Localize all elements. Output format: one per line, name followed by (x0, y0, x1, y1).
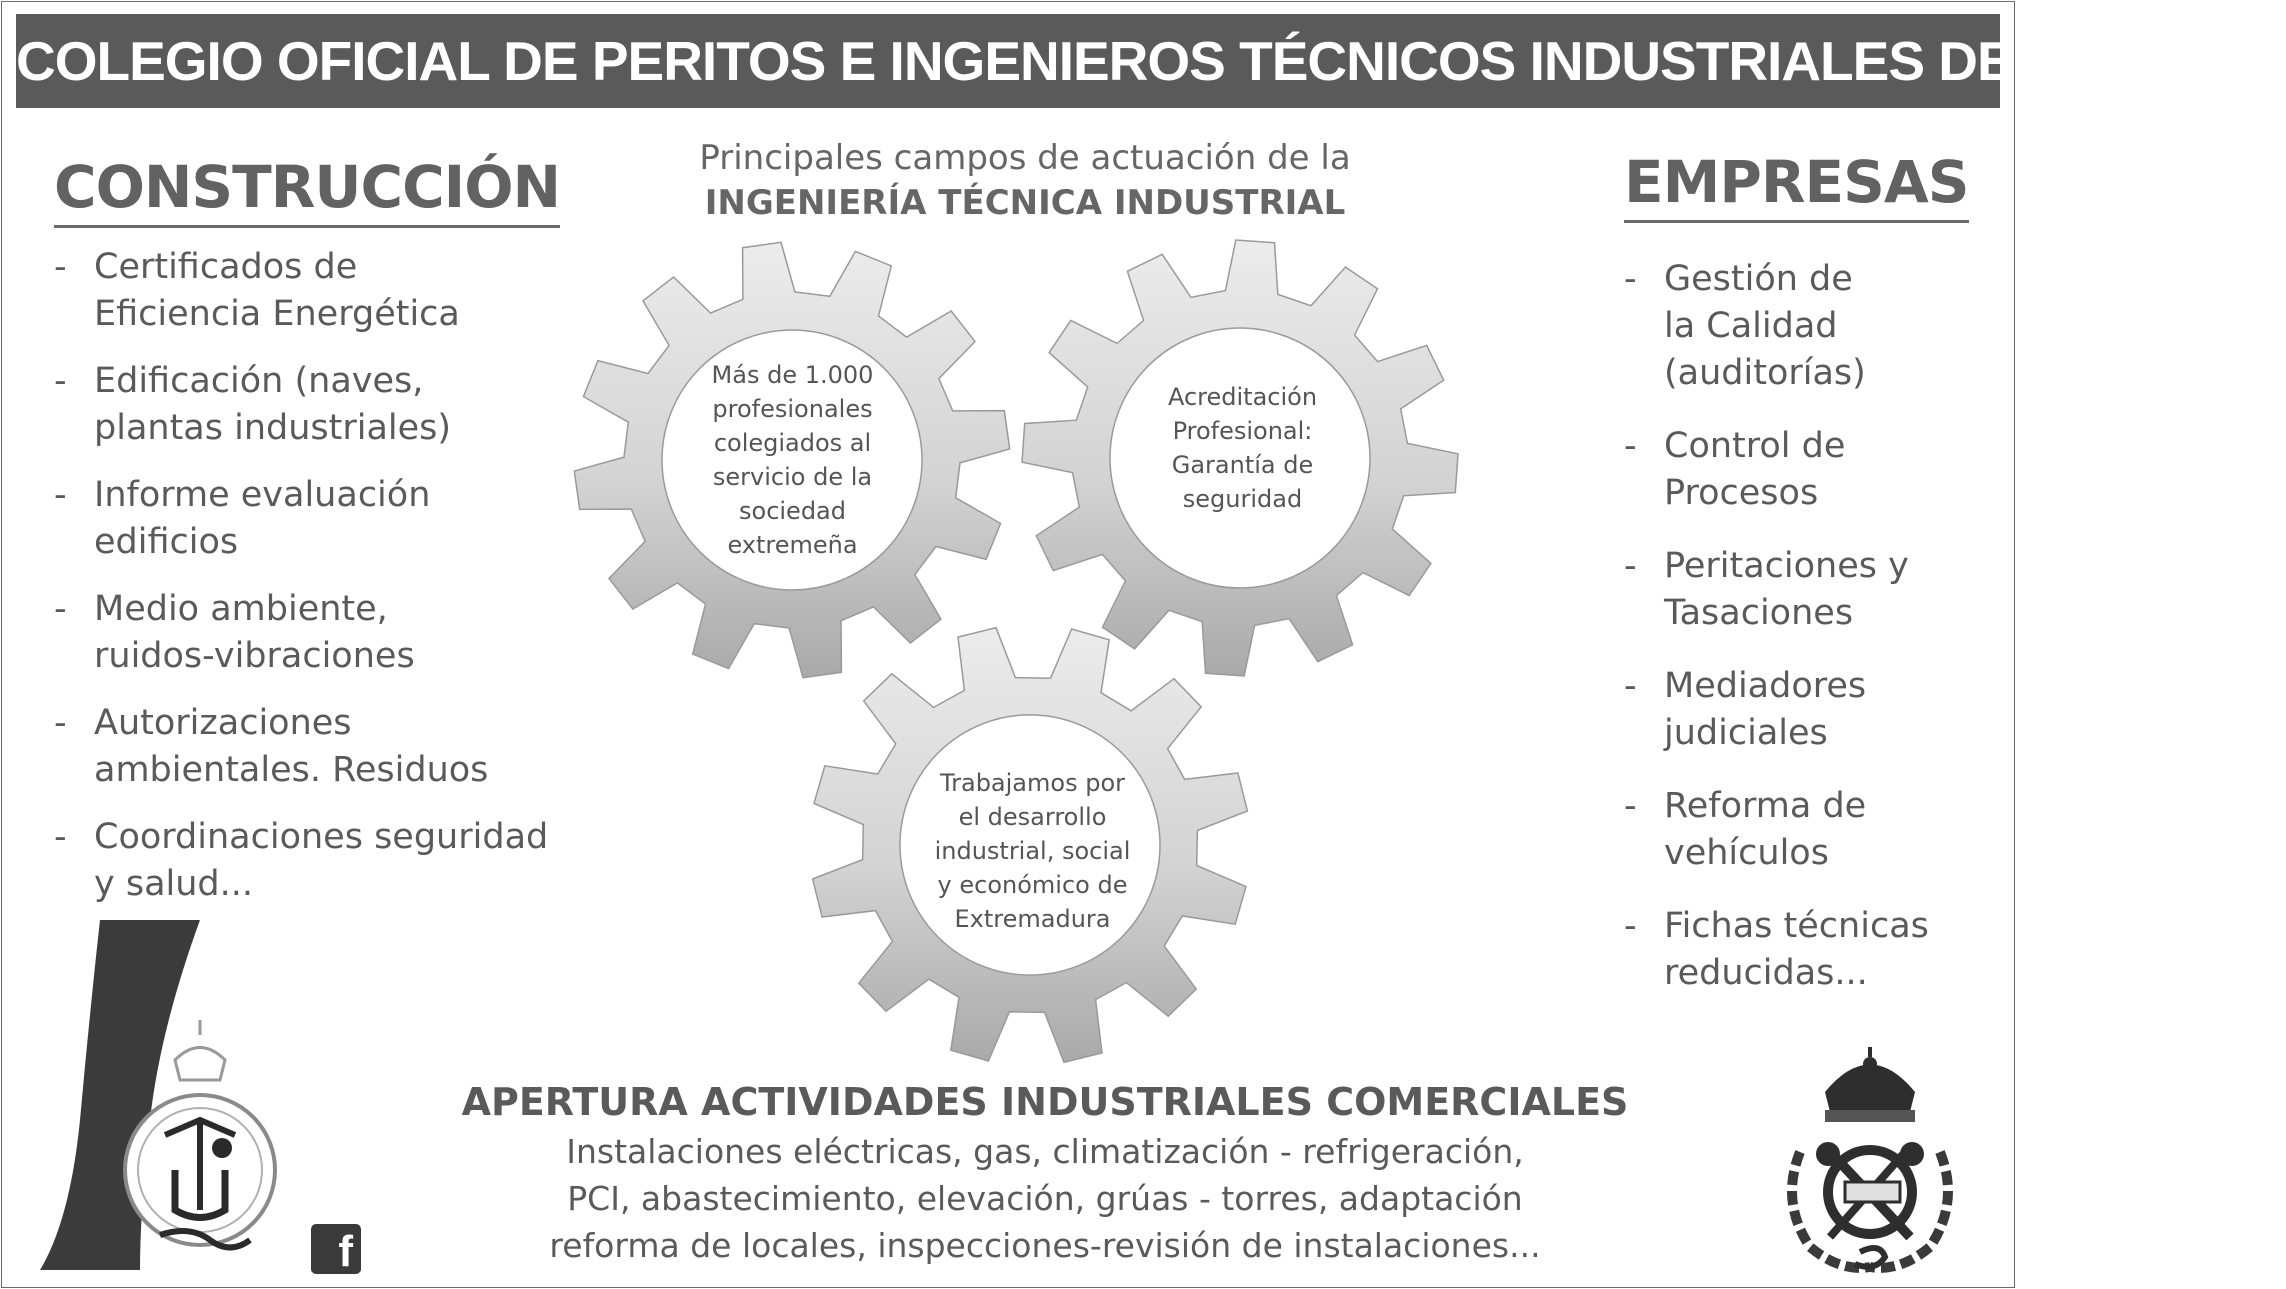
gear-text-line: Más de 1.000 (711, 361, 874, 389)
list-item-line: Informe evaluación (94, 475, 431, 515)
list-item: - Gestión de la Calidad (auditorías) (1624, 259, 1866, 393)
industrial-engineering-emblem-icon (1770, 1042, 1970, 1277)
list-item-line: Coordinaciones seguridad (94, 817, 549, 857)
list-item-line: ruidos-vibraciones (94, 636, 415, 676)
list-item-line: (auditorías) (1664, 353, 1866, 393)
list-item: - Medio ambiente, ruidos-vibraciones (54, 589, 415, 676)
list-item-line: Mediadores (1664, 666, 1867, 706)
list-item: - Edificación (naves, plantas industriales) (54, 361, 452, 448)
list-item-line: judiciales (1664, 713, 1828, 753)
bottom-line: Instalaciones eléctricas, gas, climatización - refrigeración, (566, 1132, 1524, 1171)
bottom-title: APERTURA ACTIVIDADES INDUSTRIALES COMERCIALES (461, 1080, 1629, 1124)
gear-text-line: Profesional: (1172, 417, 1313, 445)
list-item-line: plantas industriales) (94, 408, 452, 448)
gear-text-desarrollo (900, 766, 1165, 936)
gear-text-line: profesionales (712, 395, 873, 423)
gear-text-acreditacion (1110, 380, 1375, 516)
list-item: - Informe evaluación edificios (54, 475, 431, 562)
list-item: - Autorizaciones ambientales. Residuos (54, 703, 489, 790)
gear-text-line: servicio de la (712, 463, 873, 491)
gear-text-line: Acreditación (1167, 383, 1318, 411)
list-item: - Peritaciones y Tasaciones (1624, 546, 1909, 633)
list-item-line: vehículos (1664, 833, 1829, 873)
list-item-line: Fichas técnicas (1664, 906, 1929, 946)
list-item-line: la Calidad (1664, 306, 1838, 346)
gear-text-line: industrial, social (934, 837, 1131, 865)
list-item: - Reforma de vehículos (1624, 786, 1867, 873)
list-item-line: Control de (1664, 426, 1846, 466)
gear-text-line: Extremadura (954, 905, 1111, 933)
gear-text-line: Garantía de (1171, 451, 1314, 479)
facebook-icon[interactable]: f (311, 1224, 361, 1274)
gear-text-line: Trabajamos por (939, 769, 1125, 797)
gear-text-line: colegiados al (713, 429, 872, 457)
bottom-line: PCI, abastecimiento, elevación, grúas - torres, adaptación (567, 1179, 1523, 1218)
list-item-line: Peritaciones y (1664, 546, 1909, 586)
gear-text-profesionales (660, 358, 925, 562)
list-item: - Mediadores judiciales (1624, 666, 1867, 753)
section-title-empresas: EMPRESAS (1624, 148, 1969, 223)
list-item-line: Reforma de (1664, 786, 1867, 826)
list-item-line: Edificación (naves, (94, 361, 424, 401)
bottom-line: reforma de locales, inspecciones-revisión de instalaciones... (549, 1226, 1541, 1265)
list-item-line: Tasaciones (1664, 593, 1854, 633)
list-item: - Control de Procesos (1624, 426, 1846, 513)
list-item-line: Procesos (1664, 473, 1819, 513)
bottom-block (440, 1076, 1650, 1269)
list-item-line: Certificados de (94, 247, 358, 287)
gear-text-line: extremeña (727, 531, 858, 559)
list-item: - Fichas técnicas reducidas... (1624, 906, 1929, 993)
gear-text-line: el desarrollo (958, 803, 1107, 831)
list-item-line: Eficiencia Energética (94, 294, 460, 334)
header-banner: COLEGIO OFICIAL DE PERITOS E INGENIEROS TÉCNICOS INDUSTRIALES DE BADAJOZ (16, 14, 2000, 108)
list-item-line: y salud... (94, 864, 254, 904)
gear-text-line: seguridad (1182, 485, 1303, 513)
list-item-line: reducidas... (1664, 953, 1868, 993)
list-item-line: ambientales. Residuos (94, 750, 489, 790)
college-emblem-icon (40, 920, 290, 1280)
list-item-line: Autorizaciones (94, 703, 352, 743)
subtitle-line-bold: INGENIERÍA TÉCNICA INDUSTRIAL (704, 183, 1346, 223)
section-title-construccion: CONSTRUCCIÓN (54, 153, 560, 228)
list-item-line: edificios (94, 522, 239, 562)
subtitle-line: Principales campos de actuación de la (699, 138, 1351, 178)
gear-text-line: sociedad (739, 497, 846, 525)
list-item: - Certificados de Eficiencia Energética (54, 247, 460, 334)
list-item: - Coordinaciones seguridad y salud... (54, 817, 549, 904)
list-item-line: Gestión de (1664, 259, 1853, 299)
gear-text-line: y económico de (937, 871, 1128, 899)
list-item-line: Medio ambiente, (94, 589, 388, 629)
